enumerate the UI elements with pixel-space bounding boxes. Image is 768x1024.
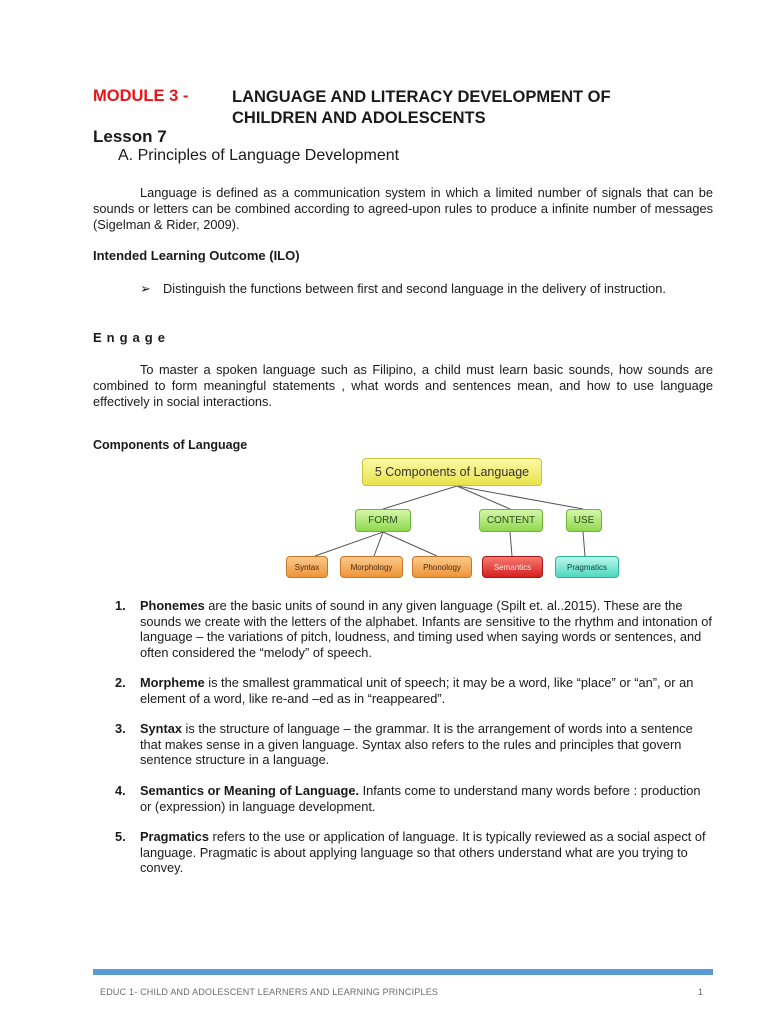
list-item (115, 783, 713, 814)
ilo-bullet (140, 281, 712, 296)
list-term: Syntax (140, 721, 182, 736)
module-title-line2: CHILDREN AND ADOLESCENTS (232, 109, 486, 127)
lesson-title: Lesson 7 (93, 127, 167, 146)
list-term: Pragmatics (140, 829, 209, 844)
list-text: is the structure of language – the grammar. It is the arrangement of words into a sentence that makes sense in a given language. Syntax also refers to the rules and principles that govern sentence structure in a language. (140, 721, 693, 767)
list-item (115, 675, 713, 706)
diagram-node-form: FORM (355, 509, 411, 532)
list-item (115, 721, 713, 768)
engage-heading: Engage (93, 330, 170, 345)
section-title: A. Principles of Language Development (118, 147, 400, 164)
engage-paragraph: To master a spoken language such as Filipino, a child must learn basic sounds, how sounds are combined to form meaningful statements , what words and sentences mean, and how to use language effectively in social interactions. (93, 362, 713, 409)
list-term: Morpheme (140, 675, 205, 690)
module-title (232, 87, 692, 129)
diagram-leaf-syntax: Syntax (286, 556, 328, 578)
diagram-leaf-pragmatics: Pragmatics (555, 556, 619, 578)
components-heading: Components of Language (93, 438, 248, 452)
arrow-bullet-icon: ➢ (140, 281, 151, 296)
list-text: Infants come to understand many words before : production or (expression) in language development. (140, 783, 701, 814)
list-number: 5. (115, 829, 126, 844)
list-text: refers to the use or application of language. It is typically reviewed as a social aspect of language. Pragmatic is about applying language so that others understand what are you trying to convey. (140, 829, 706, 875)
footer-course-title: EDUC 1- CHILD AND ADOLESCENT LEARNERS AND LEARNING PRINCIPLES (100, 987, 439, 997)
list-item (115, 598, 713, 660)
page-number: 1 (698, 987, 704, 997)
ilo-bullet-text: Distinguish the functions between first and second language in the delivery of instruction. (163, 281, 666, 296)
diagram-root-node: 5 Components of Language (362, 458, 542, 486)
list-number: 3. (115, 721, 126, 736)
components-diagram (285, 452, 625, 587)
module-label: MODULE 3 - (93, 87, 189, 105)
module-title-line1: LANGUAGE AND LITERACY DEVELOPMENT OF (232, 88, 611, 106)
diagram-leaf-semantics: Semantics (482, 556, 543, 578)
list-term: Phonemes (140, 598, 205, 613)
list-text: are the basic units of sound in any given language (Spilt et. al..2015). These are the sounds we create with the letters of the alphabet. Infants are sensitive to the rhythm and intonation of language – the variations of pitch, loudness, and timing used when saying words or sentences, and often considered the “melody” of speech. (140, 598, 712, 660)
diagram-node-use: USE (566, 509, 602, 532)
list-number: 4. (115, 783, 126, 798)
footer-divider (93, 969, 713, 975)
diagram-node-content: CONTENT (479, 509, 543, 532)
diagram-leaf-morphology: Morphology (340, 556, 403, 578)
intro-paragraph: Language is defined as a communication system in which a limited number of signals that can be sounds or letters can be combined according to agreed-upon rules to produce a infinite number of messages (Sigelman & Rider, 2009). (93, 185, 713, 232)
list-number: 2. (115, 675, 126, 690)
list-term: Semantics or Meaning of Language. (140, 783, 360, 798)
ilo-heading: Intended Learning Outcome (ILO) (93, 248, 300, 263)
list-item (115, 829, 713, 876)
list-text: is the smallest grammatical unit of speech; it may be a word, like “place” or “an”, or an element of a word, like re-and –ed as in “reappeared”. (140, 675, 694, 706)
diagram-leaf-phonology: Phonology (412, 556, 472, 578)
list-number: 1. (115, 598, 126, 613)
